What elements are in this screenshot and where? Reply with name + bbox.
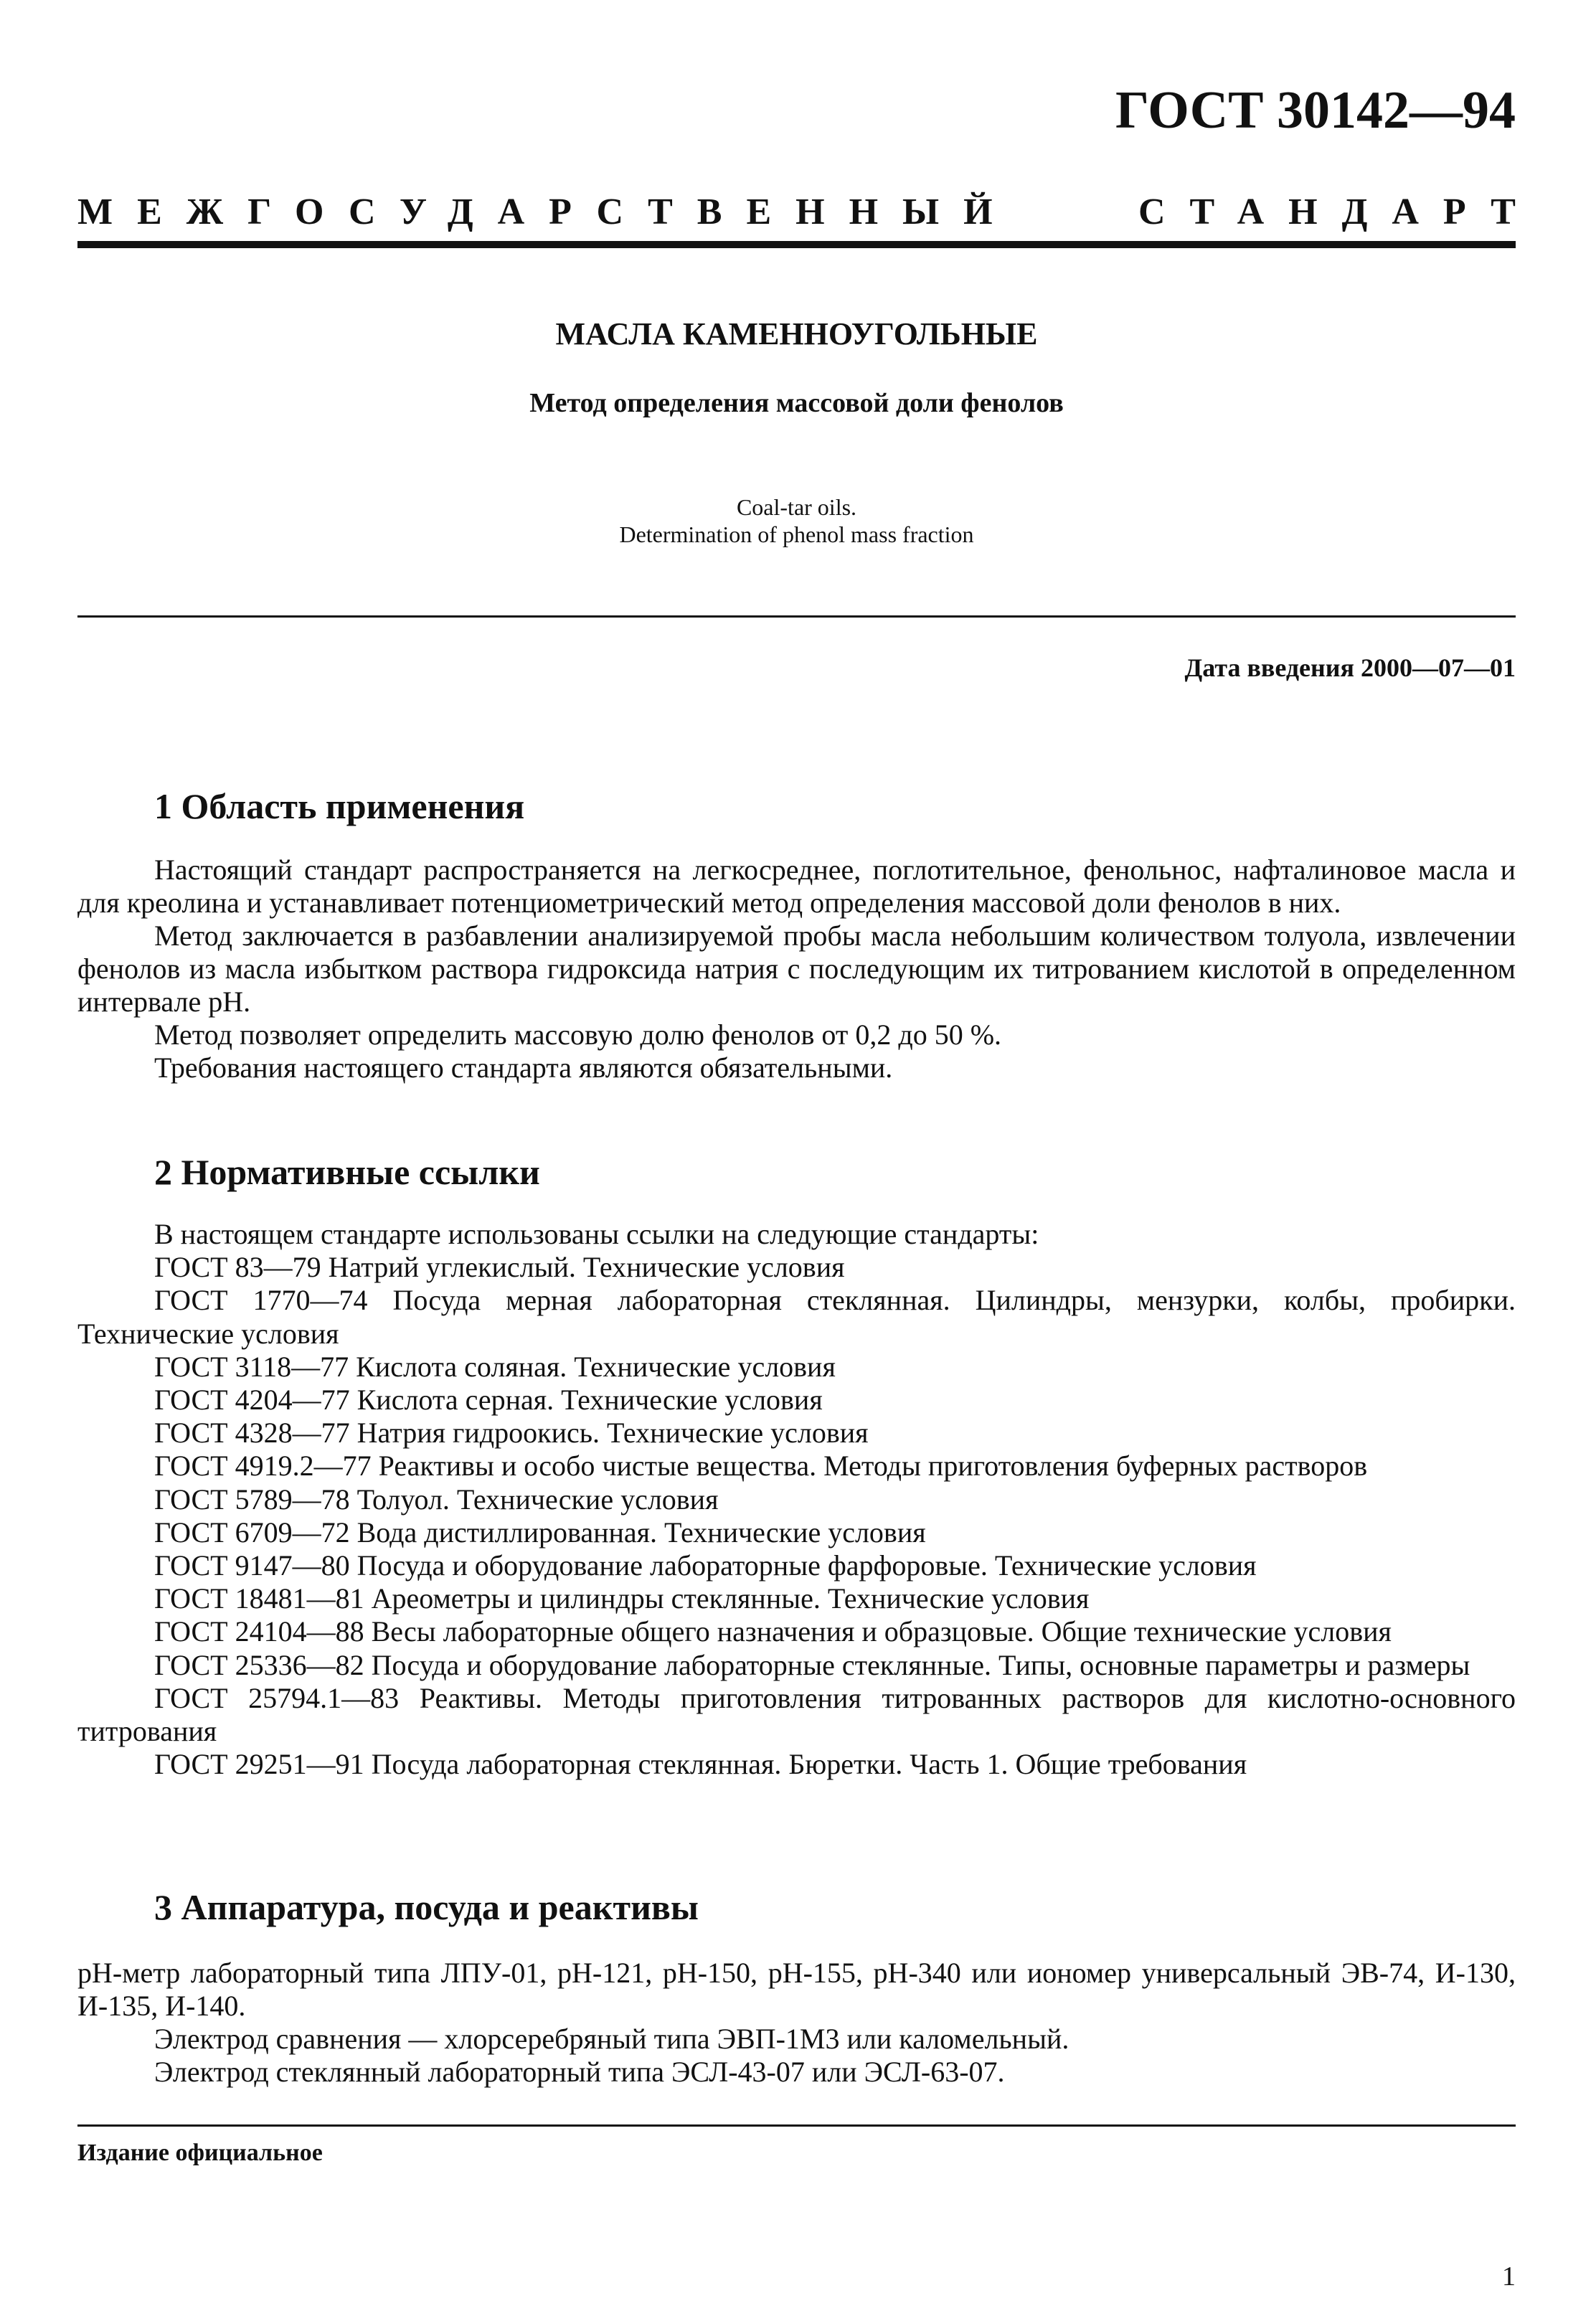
english-title — [77, 493, 1516, 548]
reference-item: ГОСТ 6709—72 Вода дистиллированная. Технические условия — [154, 1516, 926, 1549]
gost-number: ГОСТ 30142—94 — [1115, 81, 1516, 140]
page-number: 1 — [1502, 2261, 1516, 2292]
reference-item: ГОСТ 25336—82 Посуда и оборудование лабораторные стеклянные. Типы, основные параметры и размеры — [154, 1648, 1470, 1681]
document-title: МАСЛА КАМЕННОУГОЛЬНЫЕ — [555, 316, 1038, 351]
header-divider — [77, 241, 1516, 248]
paragraph: Электрод сравнения — хлорсеребряный типа ЭВП-1М3 или каломельный. — [154, 2023, 1069, 2055]
paragraph: Электрод стеклянный лабораторный типа ЭСЛ-43-07 или ЭСЛ-63-07. — [154, 2056, 1005, 2088]
english-title-line2: Determination of phenol mass fraction — [619, 521, 974, 547]
reference-item: ГОСТ 25794.1—83 Реактивы. Методы приготовления титрованных растворов для кислотно-основного титрования — [77, 1681, 1516, 1748]
english-title-line1: Coal-tar oils. — [736, 494, 857, 520]
section-3-heading: 3 Аппаратура, посуда и реактивы — [154, 1887, 699, 1927]
paragraph: Требования настоящего стандарта являются обязательными. — [154, 1051, 893, 1084]
reference-item: ГОСТ 83—79 Натрий углекислый. Технические условия — [154, 1251, 845, 1284]
paragraph: Метод заключается в разбавлении анализируемой пробы масла небольшим количеством толуола, извлечении фенолов из масла избытком раствора гидроксида натрия с последующим их титрованием кислотой в определенном интервале pH. — [77, 920, 1516, 1018]
document-subtitle: Метод определения массовой доли фенолов — [529, 388, 1064, 418]
reference-item: ГОСТ 4328—77 Натрия гидроокись. Технические условия — [154, 1417, 869, 1450]
paragraph: Метод позволяет определить массовую долю фенолов от 0,2 до 50 %. — [154, 1018, 1002, 1051]
footer-divider — [77, 2124, 1516, 2127]
reference-item: ГОСТ 18481—81 Ареометры и цилиндры стеклянные. Технические условия — [154, 1582, 1090, 1615]
reference-item: ГОСТ 3118—77 Кислота соляная. Технические условия — [154, 1350, 836, 1383]
reference-item: ГОСТ 4919.2—77 Реактивы и особо чистые вещества. Методы приготовления буферных растворов — [154, 1450, 1368, 1483]
paragraph: pH-метр лабораторный типа ЛПУ-01, pH-121, pH-150, pH-155, pH-340 или иономер универсальный ЭВ-74, И-130, И-135, И-140. — [77, 1957, 1516, 2022]
intro-date: Дата введения 2000—07—01 — [1184, 653, 1516, 682]
section-2-heading: 2 Нормативные ссылки — [154, 1152, 540, 1192]
reference-item: ГОСТ 9147—80 Посуда и оборудование лабораторные фарфоровые. Технические условия — [154, 1549, 1257, 1582]
paragraph: Настоящий стандарт распространяется на легкосреднее, поглотительное, фенольнос, нафталиновое масла и для креолина и устанавливает потенциометрический метод определения массовой доли фенолов в них. — [77, 854, 1516, 919]
reference-item: ГОСТ 29251—91 Посуда лабораторная стеклянная. Бюретки. Часть 1. Общие требования — [154, 1748, 1247, 1781]
section-1-heading: 1 Область применения — [154, 786, 525, 826]
reference-item: ГОСТ 4204—77 Кислота серная. Технические условия — [154, 1384, 823, 1417]
reference-item: ГОСТ 1770—74 Посуда мерная лабораторная стеклянная. Цилиндры, мензурки, колбы, пробирки. Технические условия — [77, 1284, 1516, 1350]
edition-label: Издание официальное — [77, 2140, 323, 2166]
title-divider — [77, 615, 1516, 618]
reference-item: ГОСТ 24104—88 Весы лабораторные общего назначения и образцовые. Общие технические условия — [154, 1615, 1392, 1648]
section-1-body — [77, 854, 1516, 1084]
standard-type-word2: СТАНДАРТ — [1138, 192, 1540, 232]
normative-references — [77, 1218, 1516, 1781]
section-3-body — [77, 1957, 1516, 2089]
standard-type-word1: МЕЖГОСУДАРСТВЕННЫЙ — [77, 192, 1017, 232]
reference-item: ГОСТ 5789—78 Толуол. Технические условия — [154, 1483, 719, 1516]
references-intro: В настоящем стандарте использованы ссылки на следующие стандарты: — [154, 1218, 1039, 1250]
